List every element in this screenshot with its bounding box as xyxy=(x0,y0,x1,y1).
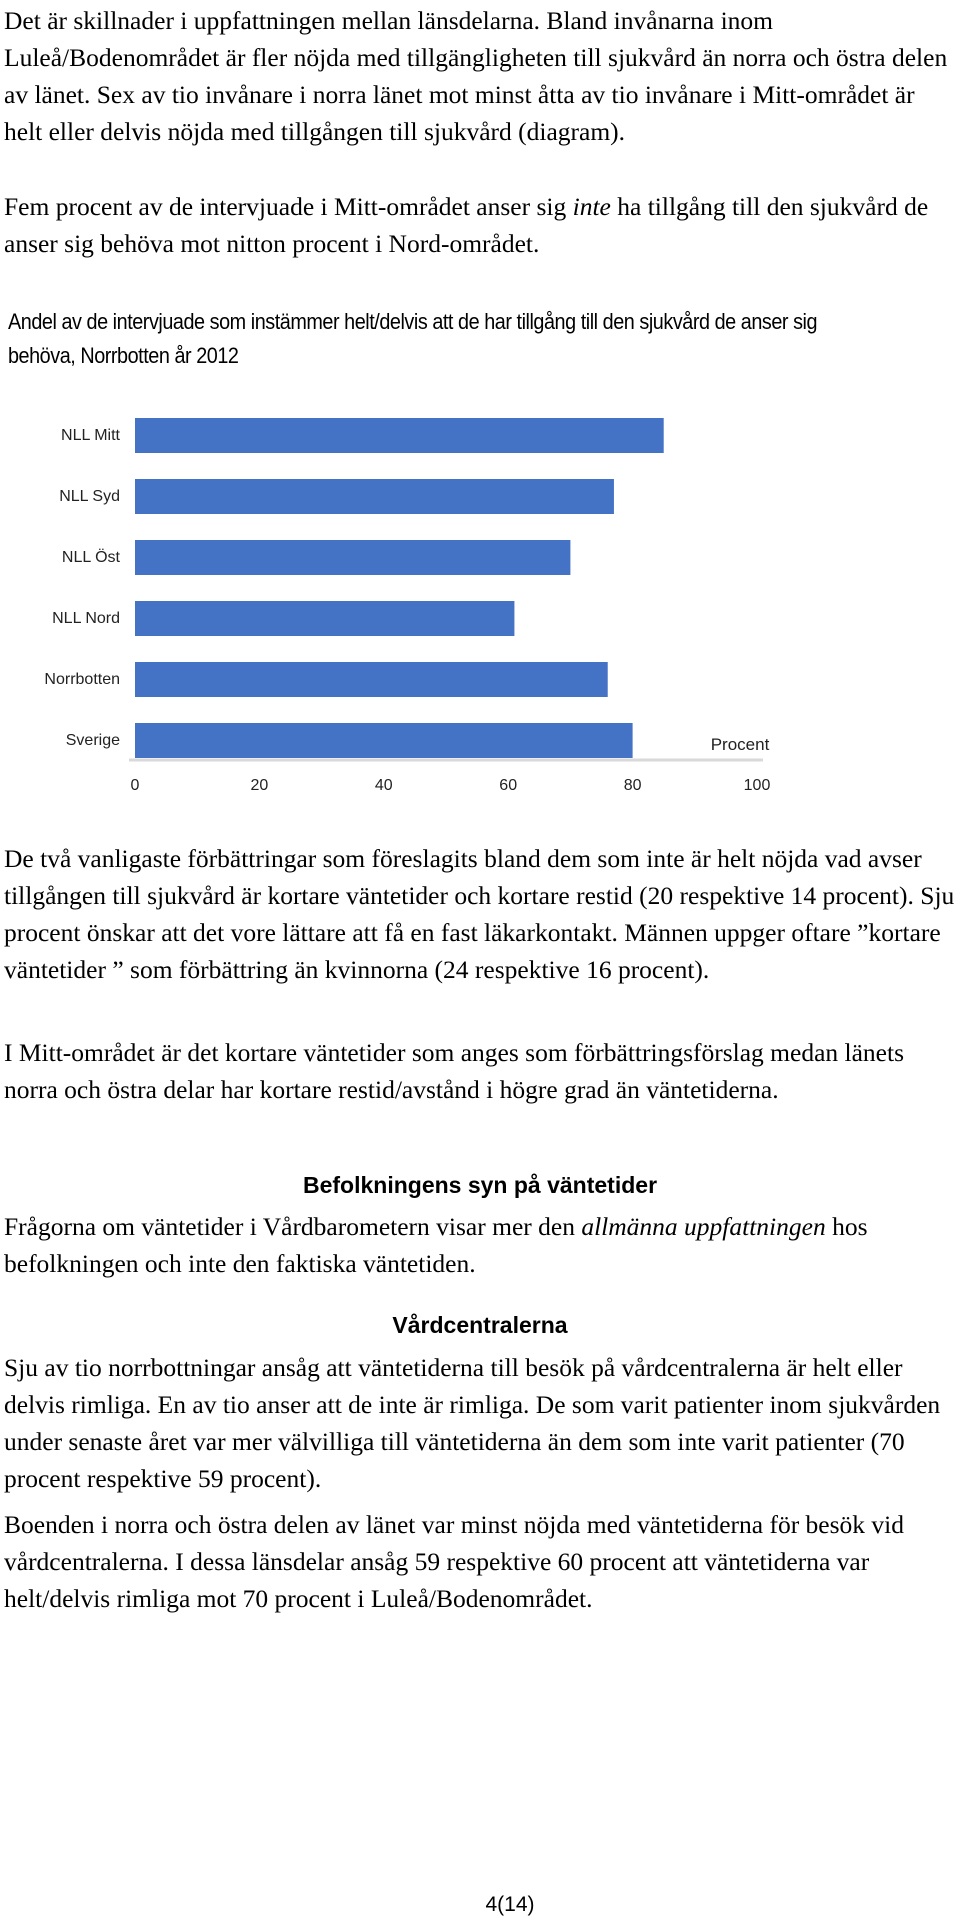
paragraph-1: Det är skillnader i uppfattningen mellan länsdelarna. Bland invånarna inom Luleå/Bodenområdet är fler nöjda med tillgängligheten till sjukvård än norra och östra delen av länet. Sex av tio invånare i norra länet mot minst åtta av tio invånare i Mitt-området är helt eller delvis nöjda med tillgången till sjukvård (diagram). xyxy=(4,6,948,146)
category-label: Norrbotten xyxy=(44,671,120,688)
chart-category-labels xyxy=(44,427,120,749)
category-label: NLL Öst xyxy=(61,549,120,566)
category-label: NLL Mitt xyxy=(61,427,120,444)
paragraph-5-text-b: hos befolkningen och inte den faktiska väntetiden. xyxy=(4,1212,868,1278)
x-tick-label: 60 xyxy=(499,777,518,794)
paragraph-2-text-b: ha tillgång till den sjukvård de anser sig behöva mot nitton procent i Nord-området. xyxy=(4,192,929,258)
bar-nll-syd xyxy=(135,479,614,514)
figure-caption: Andel av de intervjuade som instämmer helt/delvis att de har tillgång till den sjukvård de anser sig behöva, Norrbotten år 2012 xyxy=(8,309,818,368)
bar-nll-nord xyxy=(135,601,514,636)
bar-nll-st xyxy=(135,540,570,575)
x-tick-label: 80 xyxy=(623,777,642,794)
category-label: NLL Syd xyxy=(59,488,120,505)
section-heading: Befolkningens syn på väntetider xyxy=(302,1172,658,1198)
x-tick-label: 100 xyxy=(743,777,771,794)
chart-bars xyxy=(135,418,664,758)
paragraph-2 xyxy=(4,188,956,262)
chart-tick-labels xyxy=(131,777,771,794)
subsection-heading: Vårdcentralerna xyxy=(392,1312,568,1338)
x-tick-label: 20 xyxy=(250,777,269,794)
bar-chart xyxy=(0,400,960,810)
category-label: NLL Nord xyxy=(52,610,120,627)
bar-nll-mitt xyxy=(135,418,664,453)
paragraph-2-text-a: Fem procent av de intervjuade i Mitt-området anser sig xyxy=(4,192,573,221)
paragraph-7: Boenden i norra och östra delen av länet var minst nöjda med väntetiderna för besök vid vårdcentralerna. I dessa länsdelar ansåg 59 respektive 60 procent att väntetiderna var helt/delvis rimliga mot 70 procent i Luleå/Bodenområdet. xyxy=(4,1510,905,1613)
paragraph-5-emphasis: allmänna uppfattningen xyxy=(581,1212,826,1241)
paragraph-6: Sju av tio norrbottningar ansåg att väntetiderna till besök på vårdcentralerna är helt eller delvis rimliga. En av tio anser att de inte är rimliga. De som varit patienter inom sjukvården under senaste året var mer välvilliga till väntetiderna än dem som inte varit patienter (70 procent respektive 59 procent). xyxy=(4,1353,941,1493)
paragraph-5 xyxy=(4,1208,956,1282)
bar-sverige xyxy=(135,723,633,758)
bar-norrbotten xyxy=(135,662,608,697)
paragraph-4: I Mitt-området är det kortare väntetider som anges som förbättringsförslag medan länets norra och östra delar har kortare restid/avstånd i högre grad än väntetiderna. xyxy=(4,1038,905,1104)
category-label: Sverige xyxy=(65,732,120,749)
paragraph-2-emphasis: inte xyxy=(572,192,611,221)
x-tick-label: 0 xyxy=(130,777,140,794)
paragraph-5-text-a: Frågorna om väntetider i Vårdbarometern visar mer den xyxy=(4,1212,582,1241)
page-number: 4(14) xyxy=(485,1893,535,1916)
x-tick-label: 40 xyxy=(374,777,393,794)
paragraph-3: De två vanligaste förbättringar som föreslagits bland dem som inte är helt nöjda vad avser tillgången till sjukvård är kortare väntetider och kortare restid (20 respektive 14 procent). Sju procent önskar att det vore lättare att få en fast läkarkontakt. Männen uppger oftare ”kortare väntetider ” som förbättring än kvinnorna (24 respektive 16 procent). xyxy=(4,844,955,984)
chart-x-axis-label: Procent xyxy=(710,735,770,754)
